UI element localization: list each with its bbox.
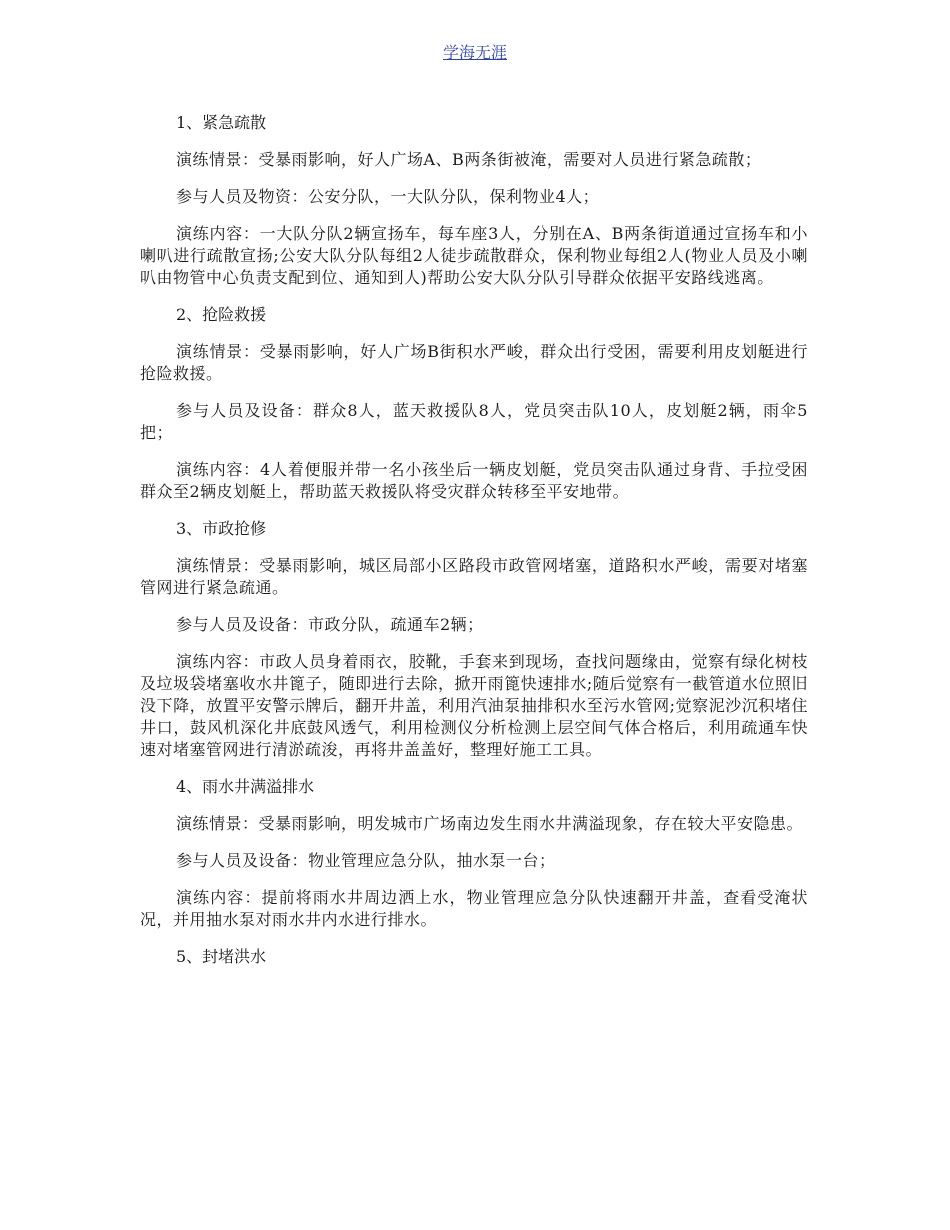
section-3 [140, 518, 808, 761]
paragraph: 参与人员及设备：市政分队，疏通车2辆； [176, 615, 484, 634]
section-2 [140, 304, 808, 503]
paragraph: 演练情景：受暴雨影响，好人广场B街积水严峻，群众出行受困，需要利用皮划艇进行抢险救援。 [140, 342, 808, 383]
section-1 [140, 112, 808, 289]
paragraph: 演练情景：受暴雨影响，明发城市广场南边发生雨水井满溢现象，存在较大平安隐患。 [176, 814, 804, 833]
section-heading: 3、市政抢修 [176, 519, 267, 538]
paragraph: 演练内容：提前将雨水井周边洒上水，物业管理应急分队快速翻开井盖，查看受淹状况，并用抽水泵对雨水井内水进行排水。 [140, 888, 808, 929]
paragraph: 参与人员及设备：群众8人，蓝天救援队8人，党员突击队10人，皮划艇2辆，雨伞5把； [140, 401, 808, 442]
paragraph: 演练内容：市政人员身着雨衣，胶靴，手套来到现场，查找问题缘由，觉察有绿化树枝及垃圾袋堵塞收水井篦子，随即进行去除，掀开雨篦快速排水;随后觉察有一截管道水位照旧没下降，放置平安警示牌后，翻开井盖，利用汽油泵抽排积水至污水管网;觉察泥沙沉积堵住井口，鼓风机深化井底鼓风透气，利用检测仪分析检测上层空间气体合格后，利用疏通车快速对堵塞管网进行清淤疏浚，再将井盖盖好，整理好施工工具。 [140, 652, 808, 759]
paragraph: 演练情景：受暴雨影响，城区局部小区路段市政管网堵塞，道路积水严峻，需要对堵塞管网进行紧急疏通。 [140, 556, 808, 597]
paragraph: 演练内容：4人着便服并带一名小孩坐后一辆皮划艇，党员突击队通过身背、手拉受困群众至2辆皮划艇上，帮助蓝天救援队将受灾群众转移至平安地带。 [140, 460, 808, 501]
section-heading: 2、抢险救援 [176, 305, 267, 324]
section-5 [140, 946, 808, 968]
header-link[interactable]: 学海无涯 [442, 43, 507, 62]
paragraph: 参与人员及物资：公安分队，一大队分队，保利物业4人； [176, 187, 600, 206]
paragraph: 参与人员及设备：物业管理应急分队，抽水泵一台； [176, 851, 556, 870]
section-4 [140, 776, 808, 931]
paragraph: 演练内容：一大队分队2辆宣扬车，每车座3人，分别在A、B两条街道通过宣扬车和小喇叭进行疏散宣扬;公安大队分队每组2人徒步疏散群众，保利物业每组2人(物业人员及小喇叭由物管中心负责支配到位、通知到人)帮助公安大队分队引导群众依据平安路线逃离。 [140, 224, 808, 287]
section-heading: 1、紧急疏散 [176, 113, 267, 132]
section-heading: 5、封堵洪水 [176, 947, 267, 966]
section-heading: 4、雨水井满溢排水 [176, 777, 315, 796]
paragraph: 演练情景：受暴雨影响，好人广场A、B两条街被淹，需要对人员进行紧急疏散； [176, 150, 762, 169]
document-body [140, 112, 808, 983]
